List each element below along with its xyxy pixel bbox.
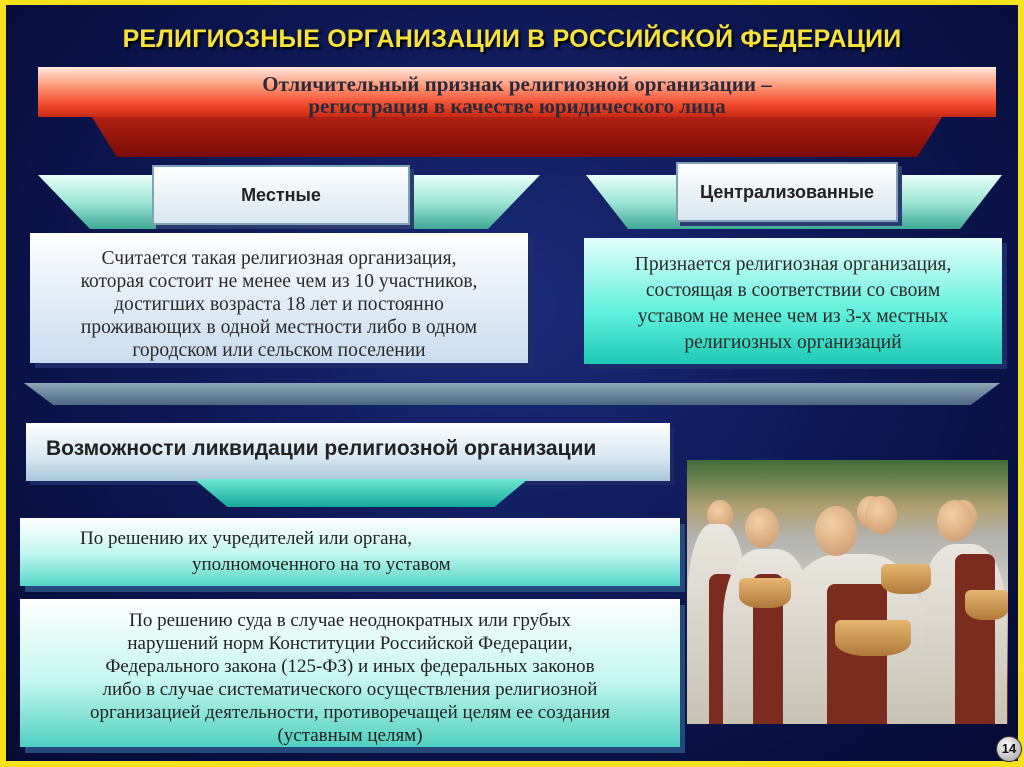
alms-bowl (739, 578, 791, 608)
centralized-desc-line: состоящая в соответствии со своим (645, 280, 941, 301)
centralized-desc-line: уставом не менее чем из 3-х местных (637, 306, 949, 327)
option-court-line: либо в случае систематического осуществления религиозной (102, 679, 598, 700)
liquidation-option-founders (20, 518, 680, 586)
liquidation-option-court (20, 599, 680, 747)
centralized-desc-line: Признается религиозная организация, (634, 254, 952, 275)
option-founders-line-2: уполномоченного на то уставом (192, 554, 451, 575)
slide-title: РЕЛИГИОЗНЫЕ ОРГАНИЗАЦИИ В РОССИЙСКОЙ ФЕДЕРАЦИИ (122, 25, 902, 53)
distinctive-feature-banner (38, 67, 996, 139)
centralized-desc-line: религиозных организаций (684, 332, 902, 353)
local-description (30, 233, 528, 363)
centralized-description (584, 238, 1002, 364)
local-desc-line: городском или сельском поселении (132, 340, 426, 361)
slide (6, 5, 1018, 761)
local-desc-line: которая состоит не менее чем из 10 участников, (80, 271, 478, 292)
centralized-label: Централизованные (699, 182, 875, 202)
option-court-line: По решению суда в случае неоднократных или грубых (129, 610, 571, 631)
monk-robe (955, 554, 995, 724)
distinctive-feature-text (38, 67, 996, 117)
monk-head (745, 508, 779, 548)
monk-head (865, 496, 897, 534)
option-court-line: организацией деятельности, противоречащей целям ее создания (89, 702, 611, 723)
section-divider (24, 383, 1000, 405)
alms-bowl (835, 620, 911, 656)
alms-bowl (965, 590, 1008, 620)
local-desc-line: проживающих в одной местности либо в одном (80, 317, 478, 338)
tab-local (152, 165, 410, 225)
liquidation-heading: Возможности ликвидации религиозной организации (26, 423, 670, 481)
option-court-line: (уставным целям) (277, 725, 423, 746)
option-court-line: Федерального закона (125-ФЗ) и иных федеральных законов (105, 656, 595, 677)
feature-line-1: Отличительный признак религиозной организации – (262, 72, 772, 96)
liquidation-arrow (194, 479, 528, 507)
monk-head (937, 500, 973, 542)
local-desc-line: Считается такая религиозная организация, (101, 248, 457, 269)
local-desc-line: достигших возраста 18 лет и постоянно (114, 294, 444, 315)
option-court-line: нарушений норм Конституции Российской Федерации, (127, 633, 573, 654)
option-founders-line-1: По решению их учредителей или органа, (80, 528, 412, 549)
alms-bowl (881, 564, 931, 594)
feature-line-2: регистрация в качестве юридического лица (308, 94, 726, 118)
monk-head (815, 506, 857, 556)
local-label: Местные (241, 185, 321, 205)
monks-photo (687, 460, 1008, 724)
tab-centralized (676, 162, 898, 222)
page-number-badge: 14 (996, 736, 1022, 762)
